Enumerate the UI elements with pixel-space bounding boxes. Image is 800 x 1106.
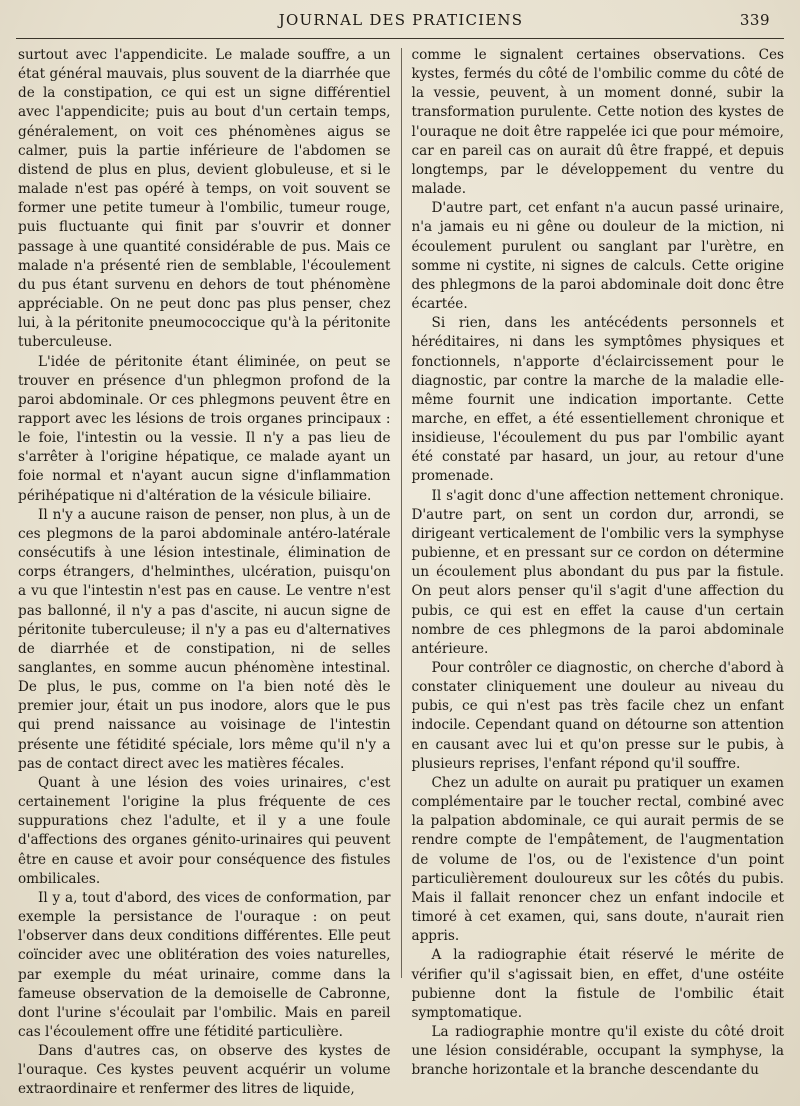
journal-title: JOURNAL DES PRATICIENS <box>278 11 524 29</box>
paragraph: Il n'y a aucune raison de penser, non plus, à un de ces plegmons de la paroi abdominale antéro-latérale consécutifs à une lésion intestinale, élimination de corps étrangers, d'helminthes, ulcération, puisqu'on a vu que l'intestin n'est pas en cause. Le ventre n'est pas ballonné, il n'y a pas d'ascite, ni aucun signe de péritonite tuberculeuse; il n'y a pas eu d'alternatives de diarrhée et de constipation, ni de selles sanglantes, en somme aucun phénomène intestinal. De plus, le pus, comme on l'a bien noté dès le premier jour, était un pus inodore, alors que le pus qui prend naissance au voisinage de l'intestin présente une fétidité spéciale, lors même qu'il n'y a pas de contact direct avec les matières fécales. <box>18 506 391 772</box>
paragraph: surtout avec l'appendicite. Le malade souffre, a un état général mauvais, plus souvent de la diarrhée que de la constipation, ce qui est un signe différentiel avec l'appendicite; puis au bout d'un certain temps, généralement, on voit ces phénomènes aigus se calmer, puis la partie inférieure de l'abdomen se distend de plus en plus, devient globuleuse, et si le malade n'est pas opéré à temps, on voit souvent se former une petite tumeur à l'ombilic, tumeur rouge, puis fluctuante qui finit par s'ouvrir et donner passage à une quantité considérable de pus. Mais ce malade n'a présenté rien de semblable, l'écoulement du pus étant survenu en dehors de tout phénomène appréciable. On ne peut donc pas plus penser, chez lui, à la péritonite pneumococcique qu'à la péritonite tuberculeuse. <box>18 47 391 351</box>
paragraph: comme le signalent certaines observations. Ces kystes, fermés du côté de l'ombilic comme du côté de la vessie, peuvent, à un moment donné, subir la transformation purulente. Cette notion des kystes de l'ouraque ne doit être rappelée ici que pour mémoire, car en pareil cas on aurait dû être frappé, et depuis longtemps, par le développement du ventre du malade. <box>411 47 784 198</box>
paragraph: Quant à une lésion des voies urinaires, c'est certainement l'origine la plus fréquente de ces suppurations chez l'adulte, et il y a une foule d'affections des organes génito-urinaires qui peuvent être en cause et avoir pour conséquence des fistules ombilicales. <box>18 774 391 887</box>
header-rule <box>16 38 784 39</box>
paragraph: Il y a, tout d'abord, des vices de conformation, par exemple la persistance de l'ouraque : on peut l'observer dans deux conditions différentes. Elle peut coïncider avec une oblitération des voies naturelles, par exemple du méat urinaire, comme dans la fameuse observation de la demoiselle de Cabronne, dont l'urine s'écoulait par l'ombilic. Mais en pareil cas l'écoulement offre une fétidité particulière. <box>18 889 391 1040</box>
right-column <box>402 46 785 1106</box>
paragraph: Dans d'autres cas, on observe des kystes de l'ouraque. Ces kystes peuvent acquérir un volume extraordinaire et renfermer des litres de liquide, <box>18 1043 391 1098</box>
paragraph: A la radiographie était réservé le mérite de vérifier qu'il s'agissait bien, en effet, d'une ostéite pubienne dont la fistule de l'ombilic était symptomatique. <box>411 947 784 1021</box>
paragraph: L'idée de péritonite étant éliminée, on peut se trouver en présence d'un phlegmon profond de la paroi abdominale. Or ces phlegmons peuvent être en rapport avec les lésions de trois organes principaux : le foie, l'intestin ou la vessie. Il n'y a pas lieu de s'arrêter à l'origine hépatique, ce malade ayant un foie normal et n'ayant aucun signe d'inflammation périhépatique ni d'altération de la vésicule biliaire. <box>18 353 391 504</box>
left-column <box>18 46 401 1106</box>
paragraph: D'autre part, cet enfant n'a aucun passé urinaire, n'a jamais eu ni gêne ou douleur de la miction, ni écoulement purulent ou sanglant par l'urètre, en somme ni cystite, ni signes de calculs. Cette origine des phlegmons de la paroi abdominale doit donc être écartée. <box>411 200 784 313</box>
paragraph: Si rien, dans les antécédents personnels et héréditaires, ni dans les symptômes physiques et fonctionnels, n'apporte d'éclaircissement pour le diagnostic, par contre la marche de la maladie elle-même fournit une indication importante. Cette marche, en effet, a été essentiellement chronique et insidieuse, l'écoulement du pus par l'ombilic ayant été constaté par hasard, un jour, au retour d'une promenade. <box>411 315 784 485</box>
paragraph: Il s'agit donc d'une affection nettement chronique. D'autre part, on sent un cordon dur, arrondi, se dirigeant verticalement de l'ombilic vers la symphyse pubienne, et en pressant sur ce cordon on détermine un écoulement plus abondant du pus par la fistule. On peut alors penser qu'il s'agit d'une affection du pubis, ce qui est en effet la cause d'un certain nombre de ces phlegmons de la paroi abdominale antérieure. <box>411 487 784 657</box>
paragraph: La radiographie montre qu'il existe du côté droit une lésion considérable, occupant la symphyse, la branche horizontale et la branche descendante du <box>411 1023 784 1079</box>
text-columns <box>18 46 784 1106</box>
page-number: 339 <box>739 11 770 29</box>
paragraph: Pour contrôler ce diagnostic, on cherche d'abord à constater cliniquement une douleur au niveau du pubis, ce qui n'est pas très facile chez un enfant indocile. Cependant quand on détourne son attention en causant avec lui et qu'on presse sur le pubis, à plusieurs reprises, l'enfant répond qu'il souffre. <box>411 660 784 772</box>
paragraph: Chez un adulte on aurait pu pratiquer un examen complémentaire par le toucher rectal, combiné avec la palpation abdominale, ce qui aurait permis de se rendre compte de l'empâtement, de l'augmentation de volume de l'os, ou de l'existence d'un point particulièrement douloureux sur les côtés du pubis. Mais il fallait renoncer chez un enfant indocile et timoré à cet examen, qui, sans doute, n'aurait rien appris. <box>411 774 784 945</box>
